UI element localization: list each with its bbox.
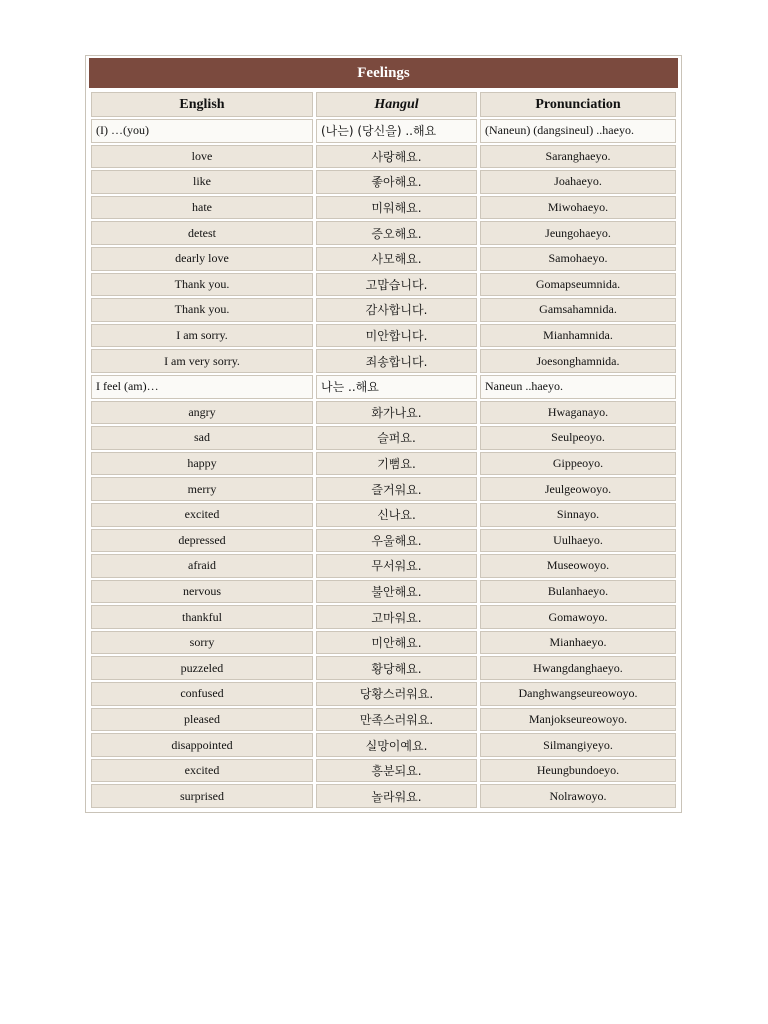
cell-hangul: 신나요. — [316, 503, 477, 527]
cell-pronunciation: Naneun ..haeyo. — [480, 375, 676, 399]
cell-hangul: 미안해요. — [316, 631, 477, 655]
table-row — [91, 145, 676, 169]
cell-hangul: 고맙습니다. — [316, 273, 477, 297]
cell-pronunciation: Sinnayo. — [480, 503, 676, 527]
cell-pronunciation: Saranghaeyo. — [480, 145, 676, 169]
table-title: Feelings — [89, 58, 678, 88]
cell-pronunciation: Uulhaeyo. — [480, 529, 676, 553]
cell-english: depressed — [91, 529, 313, 553]
feelings-table — [88, 90, 679, 810]
cell-hangul: 만족스러워요. — [316, 708, 477, 732]
cell-pronunciation: Gomawoyo. — [480, 605, 676, 629]
table-row — [91, 554, 676, 578]
table-row — [91, 708, 676, 732]
cell-english: puzzeled — [91, 656, 313, 680]
table-row — [91, 477, 676, 501]
table-row — [91, 324, 676, 348]
header-row — [91, 92, 676, 117]
cell-hangul: 미안합니다. — [316, 324, 477, 348]
cell-hangul: 당황스러워요. — [316, 682, 477, 706]
cell-pronunciation: Heungbundoeyo. — [480, 759, 676, 783]
table-row — [91, 401, 676, 425]
table-row — [91, 784, 676, 808]
cell-hangul: 무서워요. — [316, 554, 477, 578]
table-row — [91, 631, 676, 655]
cell-hangul: 즐거워요. — [316, 477, 477, 501]
table-row — [91, 605, 676, 629]
cell-english: I am sorry. — [91, 324, 313, 348]
cell-pronunciation: Gomapseumnida. — [480, 273, 676, 297]
cell-english: I am very sorry. — [91, 349, 313, 373]
cell-pronunciation: Samohaeyo. — [480, 247, 676, 271]
cell-hangul: 기뻠요. — [316, 452, 477, 476]
cell-english: sorry — [91, 631, 313, 655]
cell-english: like — [91, 170, 313, 194]
cell-pronunciation: Hwangdanghaeyo. — [480, 656, 676, 680]
cell-english: excited — [91, 759, 313, 783]
cell-english: hate — [91, 196, 313, 220]
table-row — [91, 733, 676, 757]
cell-english: detest — [91, 221, 313, 245]
table-row — [91, 452, 676, 476]
cell-english: happy — [91, 452, 313, 476]
cell-pronunciation: Jeulgeowoyo. — [480, 477, 676, 501]
cell-hangul: 사랑해요. — [316, 145, 477, 169]
cell-hangul: 슬퍼요. — [316, 426, 477, 450]
header-english: English — [91, 92, 313, 117]
cell-pronunciation: Silmangiyeyo. — [480, 733, 676, 757]
cell-hangul: 좋아해요. — [316, 170, 477, 194]
cell-hangul: 미워해요. — [316, 196, 477, 220]
cell-hangul: 나는 ..해요 — [316, 375, 477, 399]
cell-english: angry — [91, 401, 313, 425]
table-row — [91, 196, 676, 220]
cell-hangul: 감사합니다. — [316, 298, 477, 322]
cell-english: love — [91, 145, 313, 169]
cell-hangul: 우울해요. — [316, 529, 477, 553]
table-row — [91, 529, 676, 553]
cell-hangul: 놀라워요. — [316, 784, 477, 808]
table-row — [91, 759, 676, 783]
cell-english: I feel (am)… — [91, 375, 313, 399]
cell-pronunciation: Bulanhaeyo. — [480, 580, 676, 604]
table-row — [91, 426, 676, 450]
cell-english: surprised — [91, 784, 313, 808]
cell-pronunciation: Mianhamnida. — [480, 324, 676, 348]
feelings-table-panel — [85, 55, 682, 813]
cell-pronunciation: Museowoyo. — [480, 554, 676, 578]
table-row — [91, 682, 676, 706]
cell-hangul: 실망이예요. — [316, 733, 477, 757]
cell-english: Thank you. — [91, 298, 313, 322]
table-row — [91, 656, 676, 680]
table-row — [91, 221, 676, 245]
table-row — [91, 247, 676, 271]
cell-english: thankful — [91, 605, 313, 629]
cell-hangul: (나는) (당신을) ..해요 — [316, 119, 477, 143]
cell-hangul: 증오해요. — [316, 221, 477, 245]
cell-pronunciation: Jeungohaeyo. — [480, 221, 676, 245]
table-row — [91, 298, 676, 322]
cell-pronunciation: Danghwangseureowoyo. — [480, 682, 676, 706]
cell-pronunciation: Nolrawoyo. — [480, 784, 676, 808]
cell-hangul: 황당해요. — [316, 656, 477, 680]
cell-english: excited — [91, 503, 313, 527]
cell-english: merry — [91, 477, 313, 501]
table-row — [91, 170, 676, 194]
cell-hangul: 불안해요. — [316, 580, 477, 604]
section-row — [91, 119, 676, 143]
cell-english: (I) …(you) — [91, 119, 313, 143]
cell-hangul: 사모해요. — [316, 247, 477, 271]
cell-hangul: 고마워요. — [316, 605, 477, 629]
header-hangul: Hangul — [316, 92, 477, 117]
table-row — [91, 273, 676, 297]
header-pronunciation: Pronunciation — [480, 92, 676, 117]
cell-english: sad — [91, 426, 313, 450]
table-row — [91, 580, 676, 604]
cell-pronunciation: Gippeoyo. — [480, 452, 676, 476]
cell-pronunciation: Miwohaeyo. — [480, 196, 676, 220]
cell-pronunciation: (Naneun) (dangsineul) ..haeyo. — [480, 119, 676, 143]
cell-pronunciation: Joesonghamnida. — [480, 349, 676, 373]
cell-english: Thank you. — [91, 273, 313, 297]
cell-english: confused — [91, 682, 313, 706]
table-row — [91, 349, 676, 373]
cell-pronunciation: Manjokseureowoyo. — [480, 708, 676, 732]
cell-english: nervous — [91, 580, 313, 604]
cell-pronunciation: Joahaeyo. — [480, 170, 676, 194]
cell-pronunciation: Gamsahamnida. — [480, 298, 676, 322]
section-row — [91, 375, 676, 399]
cell-english: afraid — [91, 554, 313, 578]
cell-english: disappointed — [91, 733, 313, 757]
table-row — [91, 503, 676, 527]
cell-hangul: 죄송합니다. — [316, 349, 477, 373]
cell-pronunciation: Seulpeoyo. — [480, 426, 676, 450]
cell-english: dearly love — [91, 247, 313, 271]
cell-pronunciation: Mianhaeyo. — [480, 631, 676, 655]
cell-pronunciation: Hwaganayo. — [480, 401, 676, 425]
cell-english: pleased — [91, 708, 313, 732]
cell-hangul: 흥분되요. — [316, 759, 477, 783]
cell-hangul: 화가나요. — [316, 401, 477, 425]
